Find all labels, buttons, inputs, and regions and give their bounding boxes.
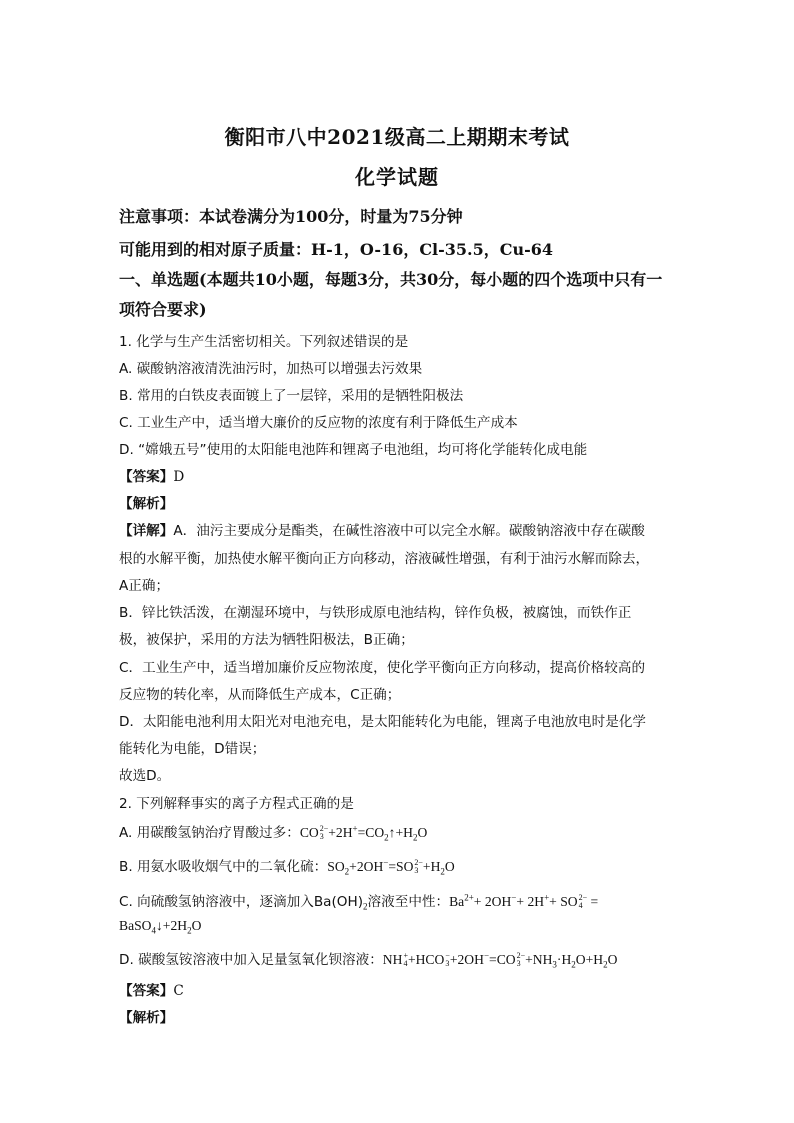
equation: CO 2− 3 $+2H^+=CO_2↑+H_2O$ — [299, 823, 428, 843]
q1-detail-line — [119, 519, 645, 539]
exam-subtitle: 化学试题 — [355, 165, 439, 189]
q1-detail-line: A正确； — [119, 578, 170, 594]
q1-detail-line: 能转化为电能，D错误； — [119, 741, 266, 757]
q2-option-b — [119, 855, 455, 877]
q1-option-d: D. “嫦娥五号”使用的太阳能电池阵和锂离子电池组，均可将化学能转化成电能 — [119, 442, 588, 458]
atomic-masses-line: 可能用到的相对原子质量：H-1，O-16，Cl-35.5，Cu-64 — [119, 240, 554, 259]
q2-option-a — [119, 821, 427, 843]
equation: NH + 4 +HCO − 3 +2OH−=CO 2− 3 $+NH_3\cdot H_2O+H_2O$ — [382, 950, 618, 970]
q2-option-c: C. 向硫酸氢钠溶液中，逐滴加入$Ba(OH)_2$溶液至中性：$Ba^{2+}+ 2OH^-+ 2H^++$ SO 2− 4 = — [119, 892, 599, 912]
q1-detail-line: C．工业生产中，适当增加廉价反应物浓度，使化学平衡向正方向移动，提高价格较高的 — [119, 660, 646, 676]
option-text: A. 用碳酸氢钠治疗胃酸过多： — [119, 825, 300, 841]
section-heading-line2: 项符合要求) — [119, 300, 207, 319]
q1-option-a: A. 碳酸钠溶液清洗油污时，加热可以增强去污效果 — [119, 361, 423, 377]
option-text: C. 向硫酸氢钠溶液中，逐滴加入Ba(OH) — [119, 894, 364, 910]
q1-analysis — [119, 492, 173, 512]
equation: $BaSO_4↓+2H_2O$ — [119, 918, 202, 936]
q1-detail-line: 故选D。 — [119, 768, 171, 784]
detail-label: 【详解】 — [119, 523, 174, 539]
q1-detail-line: 反应物的转化率，从而降低生产成本，C正确； — [119, 687, 401, 703]
q2-analysis — [119, 1006, 173, 1026]
q2-stem: 2. 下列解释事实的离子方程式正确的是 — [119, 796, 354, 812]
exam-title: 衡阳市八中2021级高二上期期末考试 — [224, 125, 570, 149]
q1-detail-line: 根的水解平衡，加热使水解平衡向正方向移动，溶液碱性增强，有利于油污水解而除去， — [119, 551, 650, 567]
section-heading-line1: 一、单选题(本题共10小题，每题3分，共30分，每小题的四个选项中只有一 — [119, 270, 663, 289]
q1-detail-line: D．太阳能电池利用太阳光对电池充电，是太阳能转化为电能，锂离子电池放电时是化学 — [119, 714, 647, 730]
q1-option-b: B. 常用的白铁皮表面镀上了一层锌，采用的是牺牲阳极法 — [119, 388, 464, 404]
equation: $SO_2+2OH^-=SO$ 2− 3 $+H_2O$ — [327, 857, 455, 877]
notice-line: 注意事项：本试卷满分为100分，时量为75分钟 — [119, 207, 463, 226]
q1-detail-line: B．锌比铁活泼，在潮湿环境中，与铁形成原电池结构，锌作负极，被腐蚀，而铁作正 — [119, 605, 632, 621]
q2-answer — [119, 979, 184, 999]
q2-option-c-continued — [119, 918, 201, 936]
detail-text: A．油污主要成分是酯类，在碱性溶液中可以完全水解。碳酸钠溶液中存在碳酸 — [173, 523, 645, 539]
option-text-2: 溶液至中性： — [367, 894, 450, 910]
analysis-label: 【解析】 — [119, 496, 174, 512]
answer-label: 【答案】 — [119, 469, 174, 485]
q1-answer — [119, 465, 184, 485]
answer-label: 【答案】 — [119, 983, 174, 999]
q1-detail-line: 极，被保护，采用的方法为牺牲阳极法，B正确； — [119, 632, 414, 648]
equation: $Ba^{2+}+ 2OH^-+ 2H^++$ SO 2− 4 = — [449, 892, 599, 910]
option-text: D. 碳酸氢铵溶液中加入足量氢氧化钡溶液： — [119, 952, 383, 968]
q1-option-c: C. 工业生产中，适当增大廉价的反应物的浓度有利于降低生产成本 — [119, 415, 518, 431]
answer-value: D — [173, 469, 185, 485]
option-text: B. 用氨水吸收烟气中的二氧化硫： — [119, 859, 328, 875]
analysis-label: 【解析】 — [119, 1010, 174, 1026]
q1-stem: 1. 化学与生产生活密切相关。下列叙述错误的是 — [119, 334, 409, 350]
answer-value: C — [173, 983, 184, 999]
q2-option-d — [119, 948, 617, 970]
